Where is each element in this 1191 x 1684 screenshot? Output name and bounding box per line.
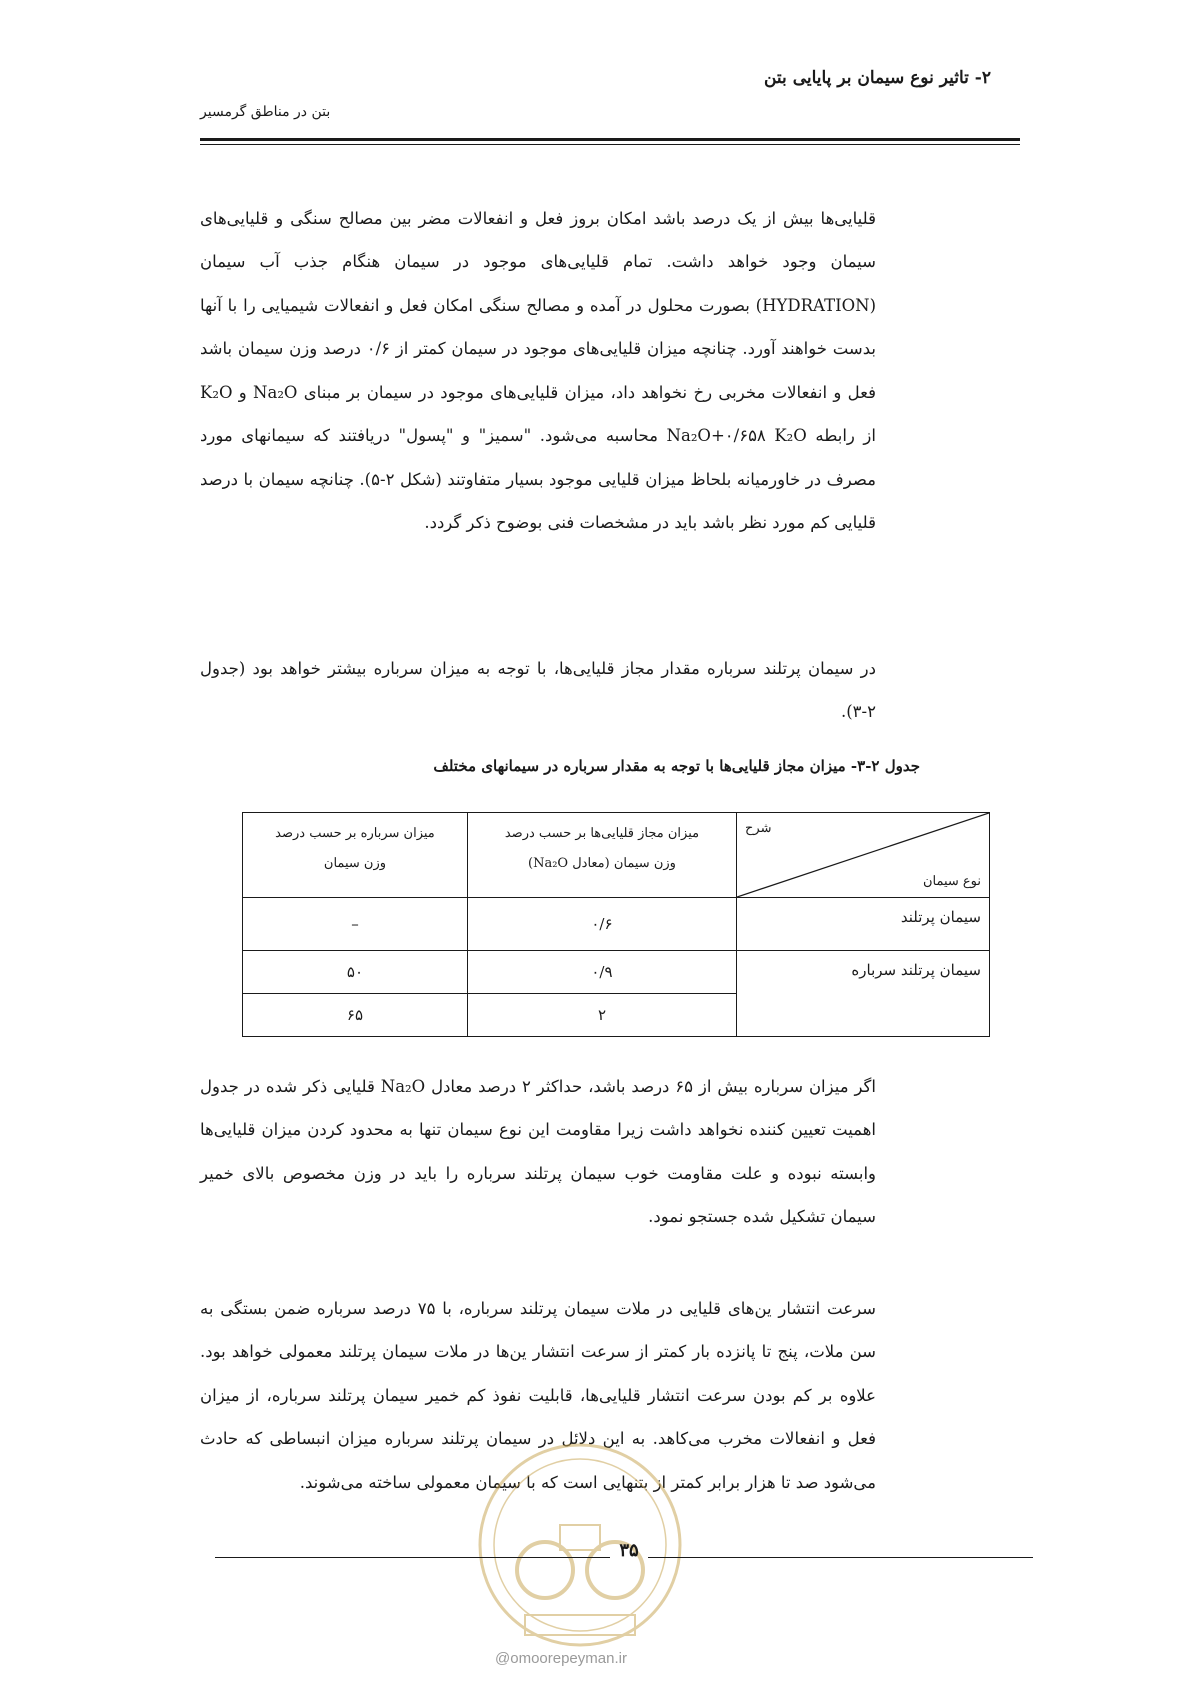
watermark-seal-icon xyxy=(465,1430,695,1660)
footer-rule-right xyxy=(648,1557,1033,1558)
paragraph-1: قلیایی‌ها بیش از یک درصد باشد امکان بروز فعل و انفعالات مضر بین مصالح سنگی و قلیایی‌های سیمان وجود خواهد داشت. تمام قلیایی‌های موجود در سیمان هنگام جذب آب سیمان (HYDRATION) بصورت محلول در آمده و مصالح سنگی امکان فعل و انفعالات شیمیایی را با آنها بدست خواهند آورد. چنانچه میزان قلیایی‌های موجود در سیمان کمتر از ۰/۶ درصد وزن سیمان باشد فعل و انفعالات مخربی رخ نخواهد داد، میزان قلیایی‌های موجود در سیمان بر مبنای Na₂O و K₂O از رابطه Na₂O+۰/۶۵۸ K₂O محاسبه می‌شود. "سمیز" و "پسول" دریافتند که سیمانهای مورد مصرف در خاورمیانه بلحاظ میزان قلیایی موجود بسیار متفاوتند (شکل ۲-۵). چنانچه سیمان با درصد قلیایی کم مورد نظر باشد باید در مشخصات فنی بوضوح ذکر گردد. xyxy=(200,208,876,532)
header-slag xyxy=(243,813,468,898)
alkali-slag-table xyxy=(242,812,990,1037)
table-row xyxy=(243,898,990,951)
footer-rule-left xyxy=(215,1557,610,1558)
table-row xyxy=(243,951,990,994)
header-alkali-line2: وزن سیمان (معادل Na₂O) xyxy=(528,856,676,871)
row-alkali-value: ۲ xyxy=(467,994,736,1037)
paragraph-2: در سیمان پرتلند سرباره مقدار مجاز قلیایی‌ها، با توجه به میزان سرباره بیشتر خواهد بود (جدول ۲-۳). xyxy=(200,658,876,721)
watermark-site: @omoorepeyman.ir xyxy=(495,1650,627,1667)
row-slag-value: ۶۵ xyxy=(243,994,468,1037)
chapter-title: ۲- تاثیر نوع سیمان بر پایایی بتن xyxy=(763,68,991,88)
table-caption: جدول ۲-۳- میزان مجاز قلیایی‌ها با توجه به مقدار سرباره در سیمانهای مختلف xyxy=(433,757,920,775)
row-slag-value: – xyxy=(243,898,468,951)
header-rule-thick xyxy=(200,138,1020,141)
page-number: ۳۵ xyxy=(619,1540,639,1561)
book-title: بتن در مناطق گرمسیر xyxy=(200,104,331,120)
row-slag-value: ۵۰ xyxy=(243,951,468,994)
row-cement-type: سیمان پرتلند سرباره xyxy=(737,951,990,1037)
diagonal-header-cell xyxy=(737,813,990,898)
header-rule-thin xyxy=(200,144,1020,145)
header-alkali xyxy=(467,813,736,898)
row-alkali-value: ۰/۶ xyxy=(467,898,736,951)
row-alkali-value: ۰/۹ xyxy=(467,951,736,994)
paragraph-4: سرعت انتشار ین‌های قلیایی در ملات سیمان پرتلند سرباره، با ۷۵ درصد سرباره ضمن بستگی به سن ملات، پنج تا پانزده بار کمتر از سرعت انتشار ین‌ها در ملات سیمان پرتلند معمولی خواهد بود. علاوه بر کم بودن سرعت انتشار قلیایی‌ها، قابلیت نفوذ کم خمیر سیمان پرتلند سرباره، از میزان فعل و انفعالات مخرب می‌کاهد. به این دلائل در سیمان پرتلند سرباره میزان انبساطی که حادث می‌شود صد تا هزار برابر کمتر از بتنهایی است که با سیمان معمولی ساخته می‌شوند. xyxy=(200,1298,876,1492)
header-alkali-line1: میزان مجاز قلیایی‌ها بر حسب درصد xyxy=(504,826,700,841)
diag-bottom-label: نوع سیمان xyxy=(922,874,981,889)
header-slag-line2: وزن سیمان xyxy=(323,856,386,871)
paragraph-3: اگر میزان سرباره بیش از ۶۵ درصد باشد، حداکثر ۲ درصد معادل Na₂O قلیایی ذکر شده در جدول اهمیت تعیین کننده نخواهد داشت زیرا مقاومت این نوع سیمان تنها به محدود کردن میزان قلیایی‌ها وابسته نبوده و علت مقاومت خوب سیمان پرتلند سرباره را باید در وزن مخصوص بالای خمیر سیمان تشکیل شده جستجو نمود. xyxy=(200,1076,877,1226)
table-header-row xyxy=(243,813,990,898)
diag-top-label: شرح xyxy=(745,821,772,836)
header-slag-line1: میزان سرباره بر حسب درصد xyxy=(275,826,435,841)
row-cement-type: سیمان پرتلند xyxy=(737,898,990,951)
